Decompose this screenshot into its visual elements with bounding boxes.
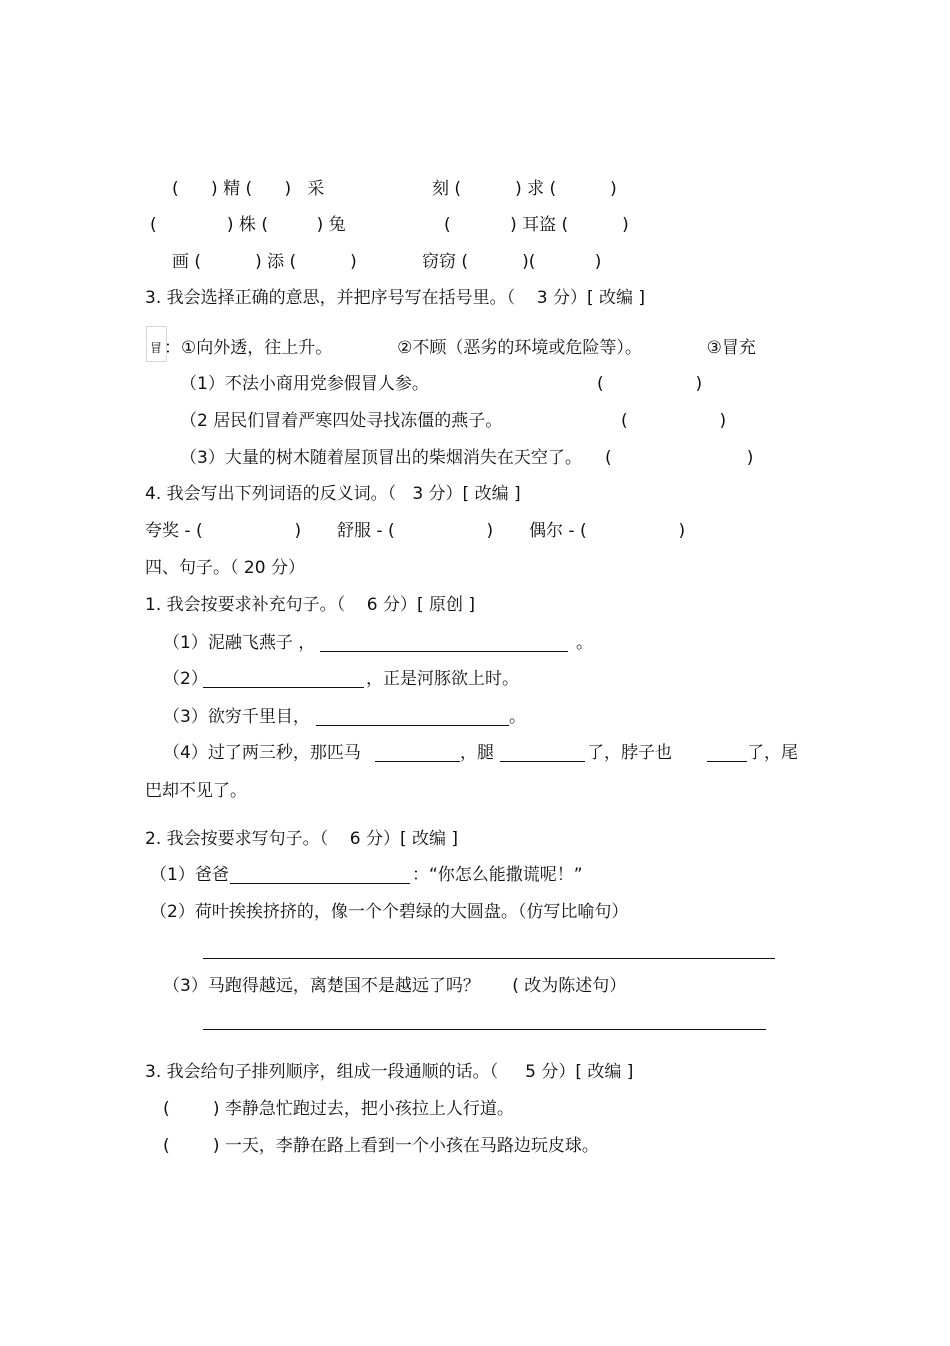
s4-q2-item1-blank[interactable]: [230, 883, 410, 884]
s4-q1-item4-cont: 巴却不见了。: [145, 781, 247, 801]
s4-q1-item4-neck: 了，脖子也: [587, 743, 672, 763]
s4-q1-item1: （1）泥融飞燕子 ，: [163, 633, 316, 653]
idiom-row3-right: 窃窃 ( )( ): [422, 252, 602, 272]
s4-q1-item2-end: ，正是河豚欲上时。: [366, 669, 519, 689]
s4-q1-item4: （4）过了两三秒，那匹马: [163, 743, 361, 763]
idiom-row1-left: ( ) 精 ( ) 采: [172, 179, 325, 199]
q3-item-3: （3）大量的树木随着屋顶冒出的柴烟消失在天空了。: [180, 448, 582, 468]
s4-q1-item3-blank[interactable]: [316, 725, 509, 726]
idiom-row1-right: 刻 ( ) 求 ( ): [432, 179, 617, 199]
s4-q1-item1-end: 。: [576, 633, 593, 653]
s4-q3-item-2[interactable]: ( ) 一天，李静在路上看到一个小孩在马路边玩皮球。: [163, 1136, 599, 1156]
s4-q1-item4-blank2[interactable]: [500, 761, 585, 762]
q3-title: 3. 我会选择正确的意思，并把序号写在括号里。（ 3 分）[ 改编 ]: [145, 288, 646, 308]
s4-q3-title: 3. 我会给句子排列顺序，组成一段通顺的话。（ 5 分）[ 改编 ]: [145, 1062, 634, 1082]
s4-q2-title: 2. 我会按要求写句子。（ 6 分）[ 改编 ]: [145, 829, 459, 849]
s4-q2-item2-answer-line[interactable]: [203, 958, 775, 959]
antonym-1[interactable]: 夸奖 - ( ): [145, 521, 302, 541]
q3-char: 冒: [150, 341, 163, 355]
idiom-row2-right: ( ) 耳盗 ( ): [444, 215, 629, 235]
section-4-title: 四、句子。（ 20 分）: [145, 558, 305, 578]
s4-q3-item-1[interactable]: ( ) 李静急忙跑过去，把小孩拉上人行道。: [163, 1099, 514, 1119]
q3-item-3-answer[interactable]: ( ): [605, 448, 754, 468]
s4-q1-item2: （2）: [163, 669, 208, 689]
q3-item-2-answer[interactable]: ( ): [621, 411, 727, 431]
q3-item-1: （1）不法小商用党参假冒人参。: [180, 374, 429, 394]
s4-q2-item1-quote: ：“你怎么能撒谎呢！”: [412, 865, 583, 885]
s4-q1-item4-tail: 了，尾: [747, 743, 798, 763]
s4-q1-item4-blank3[interactable]: [707, 761, 747, 762]
q3-options: ：①向外透，往上升。 ②不顾（恶劣的环境或危险等）。 ③冒充: [164, 338, 756, 358]
antonym-3[interactable]: 偶尔 - ( ): [529, 521, 686, 541]
s4-q1-item3-end: 。: [509, 707, 526, 727]
s4-q1-item4-leg: ，腿: [460, 743, 494, 763]
q4-title: 4. 我会写出下列词语的反义词。（ 3 分）[ 改编 ]: [145, 484, 521, 504]
antonym-2[interactable]: 舒服 - ( ): [337, 521, 494, 541]
s4-q1-title: 1. 我会按要求补充句子。（ 6 分）[ 原创 ]: [145, 595, 476, 615]
s4-q1-item4-blank1[interactable]: [375, 761, 460, 762]
s4-q1-item3: （3）欲穷千里目，: [163, 707, 310, 727]
s4-q2-item3: （3）马跑得越远，离楚国不是越远了吗？ ( 改为陈述句）: [163, 976, 627, 996]
q3-item-2: （2 居民们冒着严寒四处寻找冻僵的燕子。: [180, 411, 503, 431]
s4-q2-item3-answer-line[interactable]: [203, 1029, 766, 1030]
s4-q1-item2-blank[interactable]: [203, 687, 364, 688]
idiom-row3-left: 画 ( ) 添 ( ): [172, 252, 357, 272]
idiom-row2-left: ( ) 株 ( ) 兔: [150, 215, 346, 235]
s4-q2-item2: （2）荷叶挨挨挤挤的，像一个个碧绿的大圆盘。（仿写比喻句）: [150, 902, 629, 922]
q3-item-1-answer[interactable]: ( ): [597, 374, 703, 394]
s4-q2-item1: （1）爸爸: [150, 865, 229, 885]
s4-q1-item1-blank[interactable]: [320, 651, 568, 652]
